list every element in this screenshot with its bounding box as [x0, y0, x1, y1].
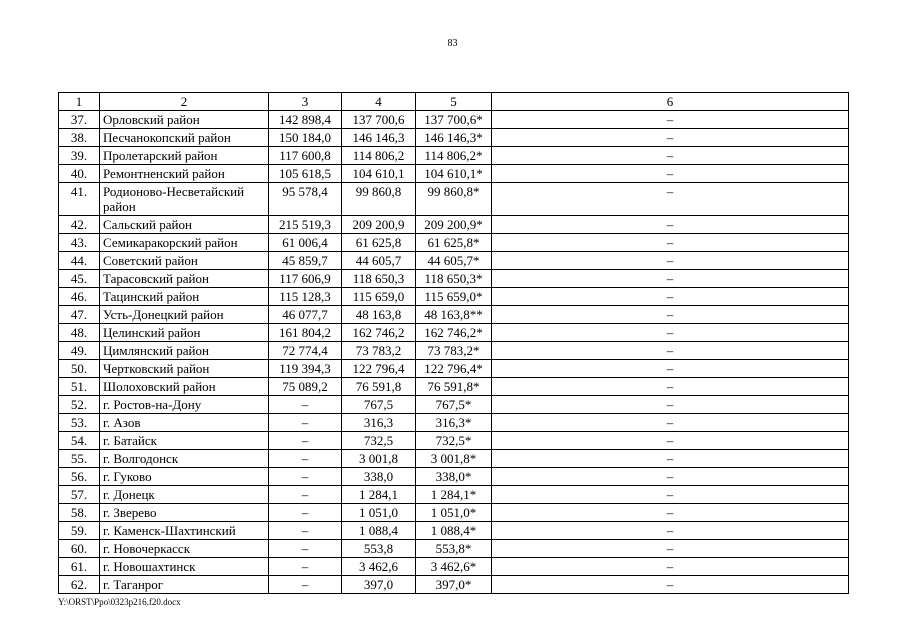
table-row [59, 504, 849, 522]
row-number: 53. [59, 414, 100, 432]
data-table [58, 92, 849, 594]
row-name: г. Гуково [100, 468, 269, 486]
row-name: Сальский район [100, 216, 269, 234]
row-col4: 397,0 [342, 576, 416, 594]
row-name: г. Зверево [100, 504, 269, 522]
table-row [59, 252, 849, 270]
row-name: Советский район [100, 252, 269, 270]
file-path-footer: Y:\ORST\Ppo\0323p216.f20.docx [58, 597, 181, 607]
row-col6: – [492, 396, 849, 414]
row-col6: – [492, 306, 849, 324]
row-col6: – [492, 324, 849, 342]
row-col4: 732,5 [342, 432, 416, 450]
row-col5: 1 051,0* [416, 504, 492, 522]
row-number: 44. [59, 252, 100, 270]
row-col3: 117 600,8 [269, 147, 342, 165]
row-number: 46. [59, 288, 100, 306]
table-row [59, 111, 849, 129]
row-col5: 146 146,3* [416, 129, 492, 147]
row-number: 39. [59, 147, 100, 165]
row-col6: – [492, 468, 849, 486]
row-name: Шолоховский район [100, 378, 269, 396]
row-col5: 338,0* [416, 468, 492, 486]
table-row [59, 432, 849, 450]
table-row [59, 522, 849, 540]
table-header-row [59, 93, 849, 111]
table-row [59, 234, 849, 252]
row-col5: 767,5* [416, 396, 492, 414]
table-row [59, 360, 849, 378]
row-col3: – [269, 450, 342, 468]
row-col5: 209 200,9* [416, 216, 492, 234]
header-cell-6: 6 [492, 93, 849, 111]
row-col5: 397,0* [416, 576, 492, 594]
row-number: 58. [59, 504, 100, 522]
row-name: Пролетарский район [100, 147, 269, 165]
header-cell-3: 3 [269, 93, 342, 111]
row-col3: 115 128,3 [269, 288, 342, 306]
row-name: Тацинский район [100, 288, 269, 306]
row-col4: 104 610,1 [342, 165, 416, 183]
row-col4: 118 650,3 [342, 270, 416, 288]
row-col5: 99 860,8* [416, 183, 492, 216]
row-col6: – [492, 252, 849, 270]
row-col4: 115 659,0 [342, 288, 416, 306]
row-col6: – [492, 540, 849, 558]
row-col5: 1 284,1* [416, 486, 492, 504]
row-col3: – [269, 414, 342, 432]
row-col6: – [492, 165, 849, 183]
row-col3: – [269, 432, 342, 450]
table-row [59, 306, 849, 324]
row-number: 43. [59, 234, 100, 252]
row-col6: – [492, 111, 849, 129]
row-col6: – [492, 522, 849, 540]
row-col3: – [269, 504, 342, 522]
row-number: 57. [59, 486, 100, 504]
row-col5: 553,8* [416, 540, 492, 558]
table-row [59, 468, 849, 486]
table-row [59, 540, 849, 558]
row-col5: 122 796,4* [416, 360, 492, 378]
row-col5: 3 462,6* [416, 558, 492, 576]
row-col4: 73 783,2 [342, 342, 416, 360]
row-col5: 732,5* [416, 432, 492, 450]
row-col3: 119 394,3 [269, 360, 342, 378]
row-col6: – [492, 183, 849, 216]
table-row [59, 450, 849, 468]
row-col4: 114 806,2 [342, 147, 416, 165]
row-col6: – [492, 450, 849, 468]
row-col3: 72 774,4 [269, 342, 342, 360]
row-col5: 61 625,8* [416, 234, 492, 252]
table-row [59, 288, 849, 306]
row-col4: 1 284,1 [342, 486, 416, 504]
row-number: 62. [59, 576, 100, 594]
table-row [59, 129, 849, 147]
row-number: 42. [59, 216, 100, 234]
row-name: г. Каменск-Шахтинский [100, 522, 269, 540]
row-name: Песчанокопский район [100, 129, 269, 147]
row-col6: – [492, 129, 849, 147]
row-name: Целинский район [100, 324, 269, 342]
row-col3: 215 519,3 [269, 216, 342, 234]
row-col6: – [492, 576, 849, 594]
row-col6: – [492, 270, 849, 288]
row-name: г. Новошахтинск [100, 558, 269, 576]
row-col6: – [492, 342, 849, 360]
row-number: 51. [59, 378, 100, 396]
header-cell-4: 4 [342, 93, 416, 111]
row-name: г. Батайск [100, 432, 269, 450]
row-col6: – [492, 414, 849, 432]
row-col3: 161 804,2 [269, 324, 342, 342]
row-col4: 553,8 [342, 540, 416, 558]
row-col3: – [269, 522, 342, 540]
row-number: 37. [59, 111, 100, 129]
table-row [59, 486, 849, 504]
table-row [59, 165, 849, 183]
row-col4: 3 001,8 [342, 450, 416, 468]
row-number: 60. [59, 540, 100, 558]
row-name: Чертковский район [100, 360, 269, 378]
row-col5: 115 659,0* [416, 288, 492, 306]
row-col3: 150 184,0 [269, 129, 342, 147]
row-col3: 45 859,7 [269, 252, 342, 270]
page-number: 83 [447, 38, 458, 49]
table-row [59, 216, 849, 234]
row-col6: – [492, 147, 849, 165]
row-col4: 767,5 [342, 396, 416, 414]
row-name: г. Новочеркасск [100, 540, 269, 558]
table-row [59, 183, 849, 216]
row-col3: 61 006,4 [269, 234, 342, 252]
row-col3: 105 618,5 [269, 165, 342, 183]
row-col4: 48 163,8 [342, 306, 416, 324]
row-col3: 75 089,2 [269, 378, 342, 396]
header-cell-5: 5 [416, 93, 492, 111]
row-col5: 1 088,4* [416, 522, 492, 540]
row-number: 52. [59, 396, 100, 414]
row-col5: 316,3* [416, 414, 492, 432]
row-col4: 76 591,8 [342, 378, 416, 396]
row-col5: 104 610,1* [416, 165, 492, 183]
table-row [59, 324, 849, 342]
row-col4: 338,0 [342, 468, 416, 486]
row-col3: 142 898,4 [269, 111, 342, 129]
row-number: 54. [59, 432, 100, 450]
row-number: 50. [59, 360, 100, 378]
row-number: 45. [59, 270, 100, 288]
row-col3: – [269, 396, 342, 414]
row-col6: – [492, 378, 849, 396]
row-col5: 3 001,8* [416, 450, 492, 468]
row-name: г. Таганрог [100, 576, 269, 594]
row-number: 56. [59, 468, 100, 486]
row-col4: 1 051,0 [342, 504, 416, 522]
row-col4: 316,3 [342, 414, 416, 432]
row-col5: 44 605,7* [416, 252, 492, 270]
row-col4: 162 746,2 [342, 324, 416, 342]
row-col4: 44 605,7 [342, 252, 416, 270]
row-col4: 209 200,9 [342, 216, 416, 234]
row-col4: 3 462,6 [342, 558, 416, 576]
row-number: 55. [59, 450, 100, 468]
row-col4: 1 088,4 [342, 522, 416, 540]
row-col5: 114 806,2* [416, 147, 492, 165]
row-col5: 76 591,8* [416, 378, 492, 396]
row-number: 61. [59, 558, 100, 576]
row-number: 41. [59, 183, 100, 216]
row-name: Усть-Донецкий район [100, 306, 269, 324]
row-col3: – [269, 576, 342, 594]
header-cell-1: 1 [59, 93, 100, 111]
table-row [59, 414, 849, 432]
table-row [59, 378, 849, 396]
row-number: 49. [59, 342, 100, 360]
row-col4: 122 796,4 [342, 360, 416, 378]
row-col4: 137 700,6 [342, 111, 416, 129]
row-name: г. Ростов-на-Дону [100, 396, 269, 414]
row-col5: 162 746,2* [416, 324, 492, 342]
row-number: 40. [59, 165, 100, 183]
table-body [59, 93, 849, 594]
row-col3: – [269, 468, 342, 486]
row-col6: – [492, 432, 849, 450]
row-name: г. Азов [100, 414, 269, 432]
row-col5: 48 163,8** [416, 306, 492, 324]
row-col5: 73 783,2* [416, 342, 492, 360]
row-name: Ремонтненский район [100, 165, 269, 183]
row-name: г. Донецк [100, 486, 269, 504]
row-number: 38. [59, 129, 100, 147]
row-name: Орловский район [100, 111, 269, 129]
row-name: г. Волгодонск [100, 450, 269, 468]
row-col6: – [492, 504, 849, 522]
table-row [59, 270, 849, 288]
row-col4: 61 625,8 [342, 234, 416, 252]
table-row [59, 558, 849, 576]
row-col6: – [492, 360, 849, 378]
row-number: 48. [59, 324, 100, 342]
row-col3: 117 606,9 [269, 270, 342, 288]
row-name: Тарасовский район [100, 270, 269, 288]
table-row [59, 147, 849, 165]
row-col5: 137 700,6* [416, 111, 492, 129]
row-col6: – [492, 234, 849, 252]
row-name: Цимлянский район [100, 342, 269, 360]
row-col6: – [492, 558, 849, 576]
row-number: 47. [59, 306, 100, 324]
row-col6: – [492, 486, 849, 504]
table-row [59, 576, 849, 594]
row-col4: 99 860,8 [342, 183, 416, 216]
row-col3: – [269, 540, 342, 558]
row-col3: 46 077,7 [269, 306, 342, 324]
row-number: 59. [59, 522, 100, 540]
row-name: Родионово-Несветайский район [100, 183, 269, 216]
row-col5: 118 650,3* [416, 270, 492, 288]
row-col6: – [492, 288, 849, 306]
row-col6: – [492, 216, 849, 234]
table-row [59, 396, 849, 414]
row-col3: – [269, 486, 342, 504]
header-cell-2: 2 [100, 93, 269, 111]
row-col3: – [269, 558, 342, 576]
row-col4: 146 146,3 [342, 129, 416, 147]
table-row [59, 342, 849, 360]
row-col3: 95 578,4 [269, 183, 342, 216]
row-name: Семикаракорский район [100, 234, 269, 252]
